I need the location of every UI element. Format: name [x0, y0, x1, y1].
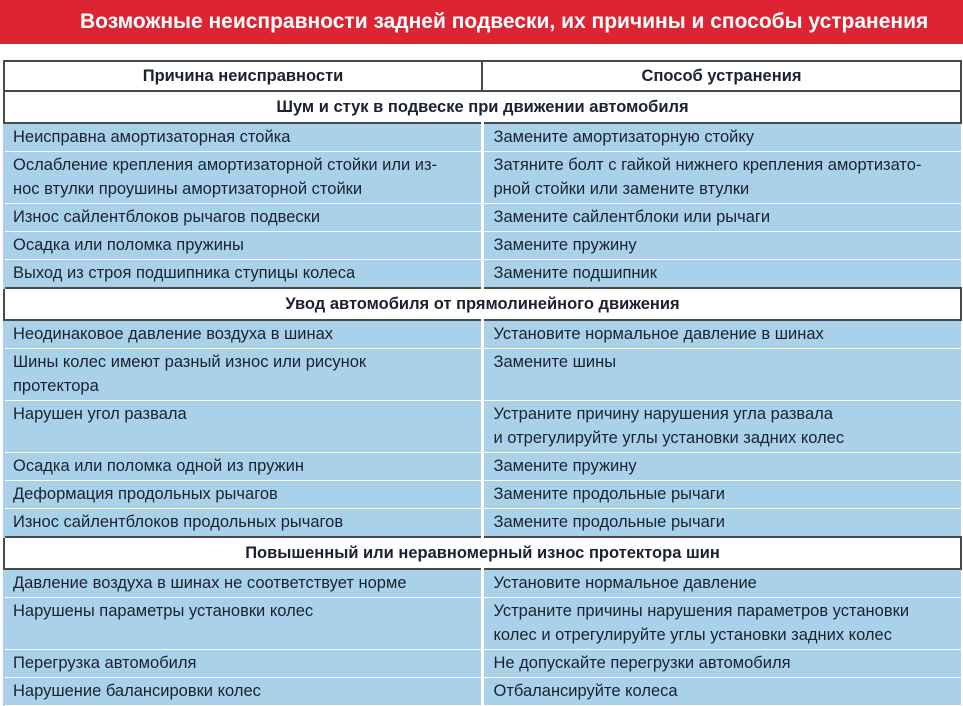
- table-row: [4, 598, 961, 650]
- table-row: [4, 320, 961, 349]
- remedy-cell: Замените продольные рычаги: [482, 481, 961, 509]
- table-row: [4, 152, 961, 204]
- remedy-cell: Установите нормальное давление: [482, 569, 961, 598]
- table-row: [4, 232, 961, 260]
- table-row: [4, 481, 961, 509]
- cause-cell: Шины колес имеют разный износ или рисунок протектора: [4, 349, 482, 401]
- table-row: [4, 678, 961, 706]
- section-heading-row: [4, 537, 961, 569]
- table-row: [4, 453, 961, 481]
- cause-cell: Неодинаковое давление воздуха в шинах: [4, 320, 482, 349]
- cause-cell: Нарушен угол развала: [4, 401, 482, 453]
- cause-cell: Перегрузка автомобиля: [4, 650, 482, 678]
- remedy-cell: Замените сайлентблоки или рычаги: [482, 204, 961, 232]
- remedy-cell: Замените пружину: [482, 453, 961, 481]
- table-row: [4, 123, 961, 152]
- cause-cell: Давление воздуха в шинах не соответствует норме: [4, 569, 482, 598]
- remedy-cell: Затяните болт с гайкой нижнего крепления амортизато- рной стойки или замените втулки: [482, 152, 961, 204]
- section-heading: Повышенный или неравномерный износ протектора шин: [4, 537, 961, 569]
- section-heading: Увод автомобиля от прямолинейного движения: [4, 288, 961, 320]
- cause-cell: Неисправна амортизаторная стойка: [4, 123, 482, 152]
- remedy-cell: Устраните причины нарушения параметров установки колес и отрегулируйте углы установки задних колес: [482, 598, 961, 650]
- table-row: [4, 349, 961, 401]
- faults-table: [3, 60, 962, 706]
- remedy-cell: Отбалансируйте колеса: [482, 678, 961, 706]
- table-row: [4, 509, 961, 538]
- header-remedy: Способ устранения: [482, 61, 961, 91]
- cause-cell: Осадка или поломка одной из пружин: [4, 453, 482, 481]
- remedy-cell: Замените подшипник: [482, 260, 961, 289]
- remedy-cell: Устраните причину нарушения угла развала и отрегулируйте углы установки задних колес: [482, 401, 961, 453]
- cause-cell: Нарушены параметры установки колес: [4, 598, 482, 650]
- cause-cell: Деформация продольных рычагов: [4, 481, 482, 509]
- header-cause: Причина неисправности: [4, 61, 482, 91]
- table-body: [4, 91, 961, 706]
- section-heading: Шум и стук в подвеске при движении автомобиля: [4, 91, 961, 123]
- remedy-cell: Установите нормальное давление в шинах: [482, 320, 961, 349]
- cause-cell: Ослабление крепления амортизаторной стойки или из- нос втулки проушины амортизаторной стойки: [4, 152, 482, 204]
- page-title: Возможные неисправности задней подвески, их причины и способы устранения: [0, 0, 963, 44]
- cause-cell: Осадка или поломка пружины: [4, 232, 482, 260]
- table-row: [4, 204, 961, 232]
- cause-cell: Износ сайлентблоков продольных рычагов: [4, 509, 482, 538]
- remedy-cell: Замените пружину: [482, 232, 961, 260]
- table-row: [4, 260, 961, 289]
- table-row: [4, 650, 961, 678]
- table-row: [4, 569, 961, 598]
- section-heading-row: [4, 288, 961, 320]
- remedy-cell: Замените продольные рычаги: [482, 509, 961, 538]
- cause-cell: Нарушение балансировки колес: [4, 678, 482, 706]
- remedy-cell: Не допускайте перегрузки автомобиля: [482, 650, 961, 678]
- table-row: [4, 401, 961, 453]
- faults-table-container: [3, 60, 960, 706]
- cause-cell: Износ сайлентблоков рычагов подвески: [4, 204, 482, 232]
- section-heading-row: [4, 91, 961, 123]
- cause-cell: Выход из строя подшипника ступицы колеса: [4, 260, 482, 289]
- remedy-cell: Замените амортизаторную стойку: [482, 123, 961, 152]
- table-header-row: [4, 61, 961, 91]
- remedy-cell: Замените шины: [482, 349, 961, 401]
